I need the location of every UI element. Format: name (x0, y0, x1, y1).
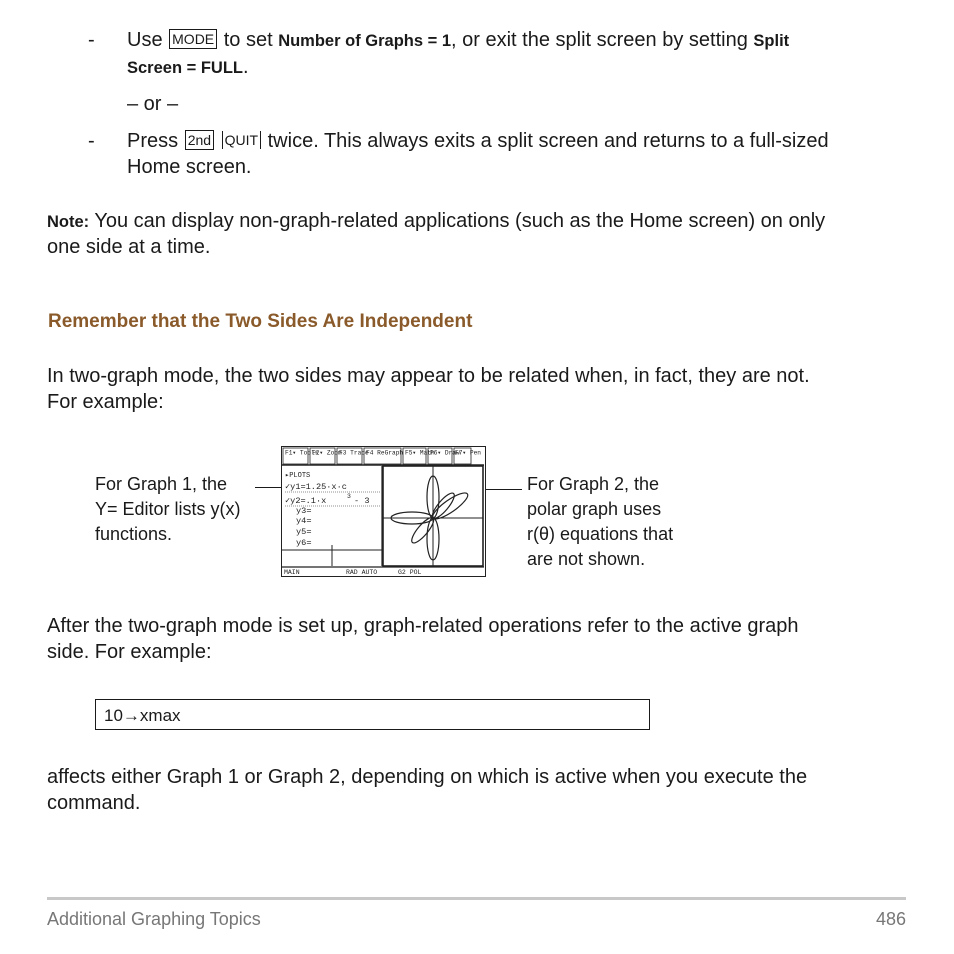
toolbar-math: F5▾ Math (405, 449, 435, 457)
toolbar-zoom: F2▾ Zoom (312, 449, 342, 457)
bullet1-use: Use (127, 29, 163, 51)
plots-label: ▸PLOTS (285, 472, 311, 480)
bullet-dash: - (88, 29, 95, 51)
note-label: Note: (47, 213, 90, 231)
bullet1-line2 (127, 54, 249, 81)
note-line2: one side at a time. (47, 236, 211, 258)
y4-line: y4= (296, 516, 312, 526)
bullet2-press: Press (127, 130, 179, 152)
or-separator: – or – (127, 93, 179, 115)
bullet2-text: twice. This always exits a split screen and returns to a full-sized (267, 130, 829, 152)
2nd-key: 2nd (185, 130, 214, 150)
calc-toolbar (282, 447, 484, 465)
command-text: 10→xmax (104, 706, 181, 725)
bullet-dash: - (88, 130, 95, 152)
callout-right-line: polar graph uses (527, 499, 662, 519)
y6-line: y6= (296, 538, 312, 548)
callout-right-line: are not shown. (527, 549, 646, 569)
callout-left (95, 472, 241, 547)
toolbar-pen: F7▾ Pen (455, 449, 482, 457)
mode-key: MODE (169, 29, 217, 49)
page-number: 486 (875, 909, 906, 929)
calculator-screenshot (281, 446, 486, 577)
toolbar-tools: F1▾ Tools (285, 449, 319, 457)
callout-right (527, 472, 673, 572)
callout-left-line: functions. (95, 524, 173, 544)
y3-line: y3= (296, 506, 312, 516)
section-heading: Remember that the Two Sides Are Independent (48, 311, 473, 332)
note-text: You can display non-graph-related applications (such as the Home screen) on only (94, 210, 826, 232)
bullet1-period: . (243, 56, 249, 78)
quit-key: QUIT (222, 131, 261, 149)
y2-exponent: 3 (347, 493, 351, 500)
callout-right-line: r(θ) equations that (527, 524, 674, 544)
toolbar-regraph: F4 ReGraph (366, 449, 404, 457)
graph1-axes (282, 545, 382, 566)
status-mode: RAD AUTO (346, 569, 378, 575)
bullet1-to-set: to set (223, 29, 273, 51)
para2-line1: After the two-graph mode is set up, graph-related operations refer to the active graph (47, 615, 799, 637)
toolbar-draw: F6▾ Draw (430, 449, 460, 457)
para1-line2: For example: (47, 391, 164, 413)
setting-number-of-graphs: Number of Graphs = 1 (278, 32, 452, 50)
calc-status-bar (282, 567, 484, 575)
para3-line1: affects either Graph 1 or Graph 2, depending on which is active when you execute the (47, 766, 808, 788)
status-main: MAIN (284, 569, 300, 575)
y2-tail: - 3 (354, 496, 370, 506)
setting-split: Split (753, 32, 790, 50)
command-box (95, 699, 650, 730)
callout-right-leader (484, 489, 522, 490)
bullet1-mid: , or exit the split screen by setting (451, 29, 748, 51)
note-line1 (47, 208, 825, 235)
footer-title: Additional Graphing Topics (47, 909, 261, 929)
y5-line: y5= (296, 527, 312, 537)
status-graph: G2 POL (398, 569, 422, 575)
callout-left-line: For Graph 1, the (95, 474, 228, 494)
para1-line1: In two-graph mode, the two sides may appear to be related when, in fact, they are not. (47, 365, 810, 387)
callout-left-line: Y= Editor lists y(x) (95, 499, 241, 519)
para3-line2: command. (47, 792, 141, 814)
y-editor (285, 472, 380, 548)
y1-line: ✓y1=1.25·x·c (285, 482, 347, 492)
para2-line2: side. For example: (47, 641, 212, 663)
footer-divider (47, 897, 906, 900)
toolbar-trace: F3 Trace (339, 449, 369, 457)
bullet2-line1 (127, 128, 829, 154)
bullet1-line1 (127, 27, 789, 54)
bullet2-line2: Home screen. (127, 156, 252, 178)
polar-graph (383, 466, 483, 566)
callout-right-line: For Graph 2, the (527, 474, 660, 494)
setting-screen-full: Screen = FULL (127, 59, 243, 77)
y2-line: ✓y2=.1·x (285, 496, 327, 506)
